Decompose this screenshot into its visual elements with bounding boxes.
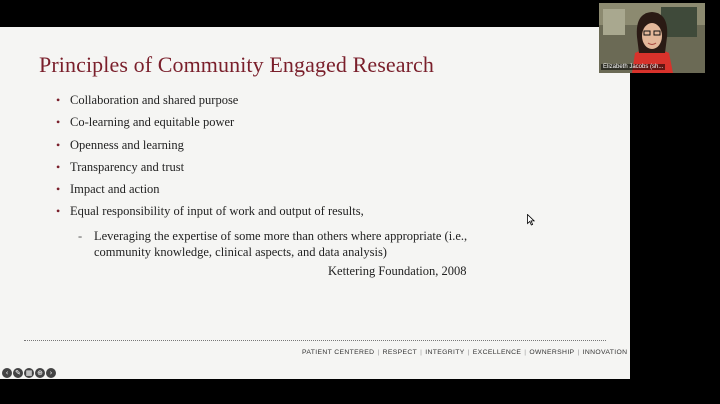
bullet-marker: •	[56, 93, 61, 107]
bullet-item	[56, 157, 616, 179]
citation: Kettering Foundation, 2008	[328, 264, 467, 278]
bullet-item	[56, 179, 616, 201]
footer-separator: |	[577, 349, 580, 356]
footer-separator: |	[420, 349, 423, 356]
bullet-text: Equal responsibility of input of work and output of results,	[70, 204, 364, 219]
mouse-cursor-icon	[527, 214, 535, 226]
bullet-marker: •	[56, 159, 61, 174]
bullet-text: Impact and action	[70, 182, 160, 197]
footer-divider	[24, 340, 606, 341]
footer-values-tagline	[302, 349, 627, 356]
bullet-marker: •	[56, 204, 61, 219]
next-slide-icon[interactable]: ›	[46, 368, 56, 378]
bullet-marker: •	[56, 137, 61, 152]
bullet-text: Transparency and trust	[70, 159, 185, 174]
pen-tool-icon[interactable]: ✎	[13, 368, 23, 378]
bullet-text: Co-learning and equitable power	[70, 115, 235, 130]
sub-bullet	[78, 228, 498, 260]
bullet-marker: •	[56, 115, 61, 130]
bullet-item	[56, 112, 616, 134]
slideshow-controls	[2, 368, 56, 378]
footer-separator: |	[377, 349, 380, 356]
footer-value: INNOVATION	[582, 349, 628, 356]
sub-bullet-marker: -	[78, 229, 83, 243]
zoom-icon[interactable]: ⊕	[35, 368, 45, 378]
footer-separator: |	[467, 349, 470, 356]
bullet-list	[56, 90, 616, 224]
bullet-item	[56, 135, 616, 157]
bullet-text: Openness and learning	[70, 137, 184, 152]
participant-video-tile[interactable]	[599, 3, 705, 73]
footer-value: PATIENT CENTERED	[302, 349, 375, 356]
participant-video-image	[599, 3, 705, 73]
presentation-slide	[0, 27, 630, 379]
bullet-text: Collaboration and shared purpose	[70, 93, 239, 107]
slide-title: Principles of Community Engaged Research	[39, 52, 435, 77]
footer-value: EXCELLENCE	[472, 349, 522, 356]
footer-separator: |	[524, 349, 527, 356]
participant-name-label: Elizabeth Jacobs (sh...	[603, 64, 664, 70]
bullet-item	[56, 90, 616, 112]
sub-bullet-text: Leveraging the expertise of some more than others where appropriate (i.e., community knowledge, clinical aspects, and data analysis)	[94, 229, 468, 259]
bullet-marker: •	[56, 182, 61, 197]
previous-slide-icon[interactable]: ‹	[2, 368, 12, 378]
slide-sorter-icon[interactable]: ▦	[25, 369, 33, 377]
footer-value: RESPECT	[382, 349, 418, 356]
footer-value: OWNERSHIP	[529, 349, 575, 356]
footer-value: INTEGRITY	[425, 349, 465, 356]
